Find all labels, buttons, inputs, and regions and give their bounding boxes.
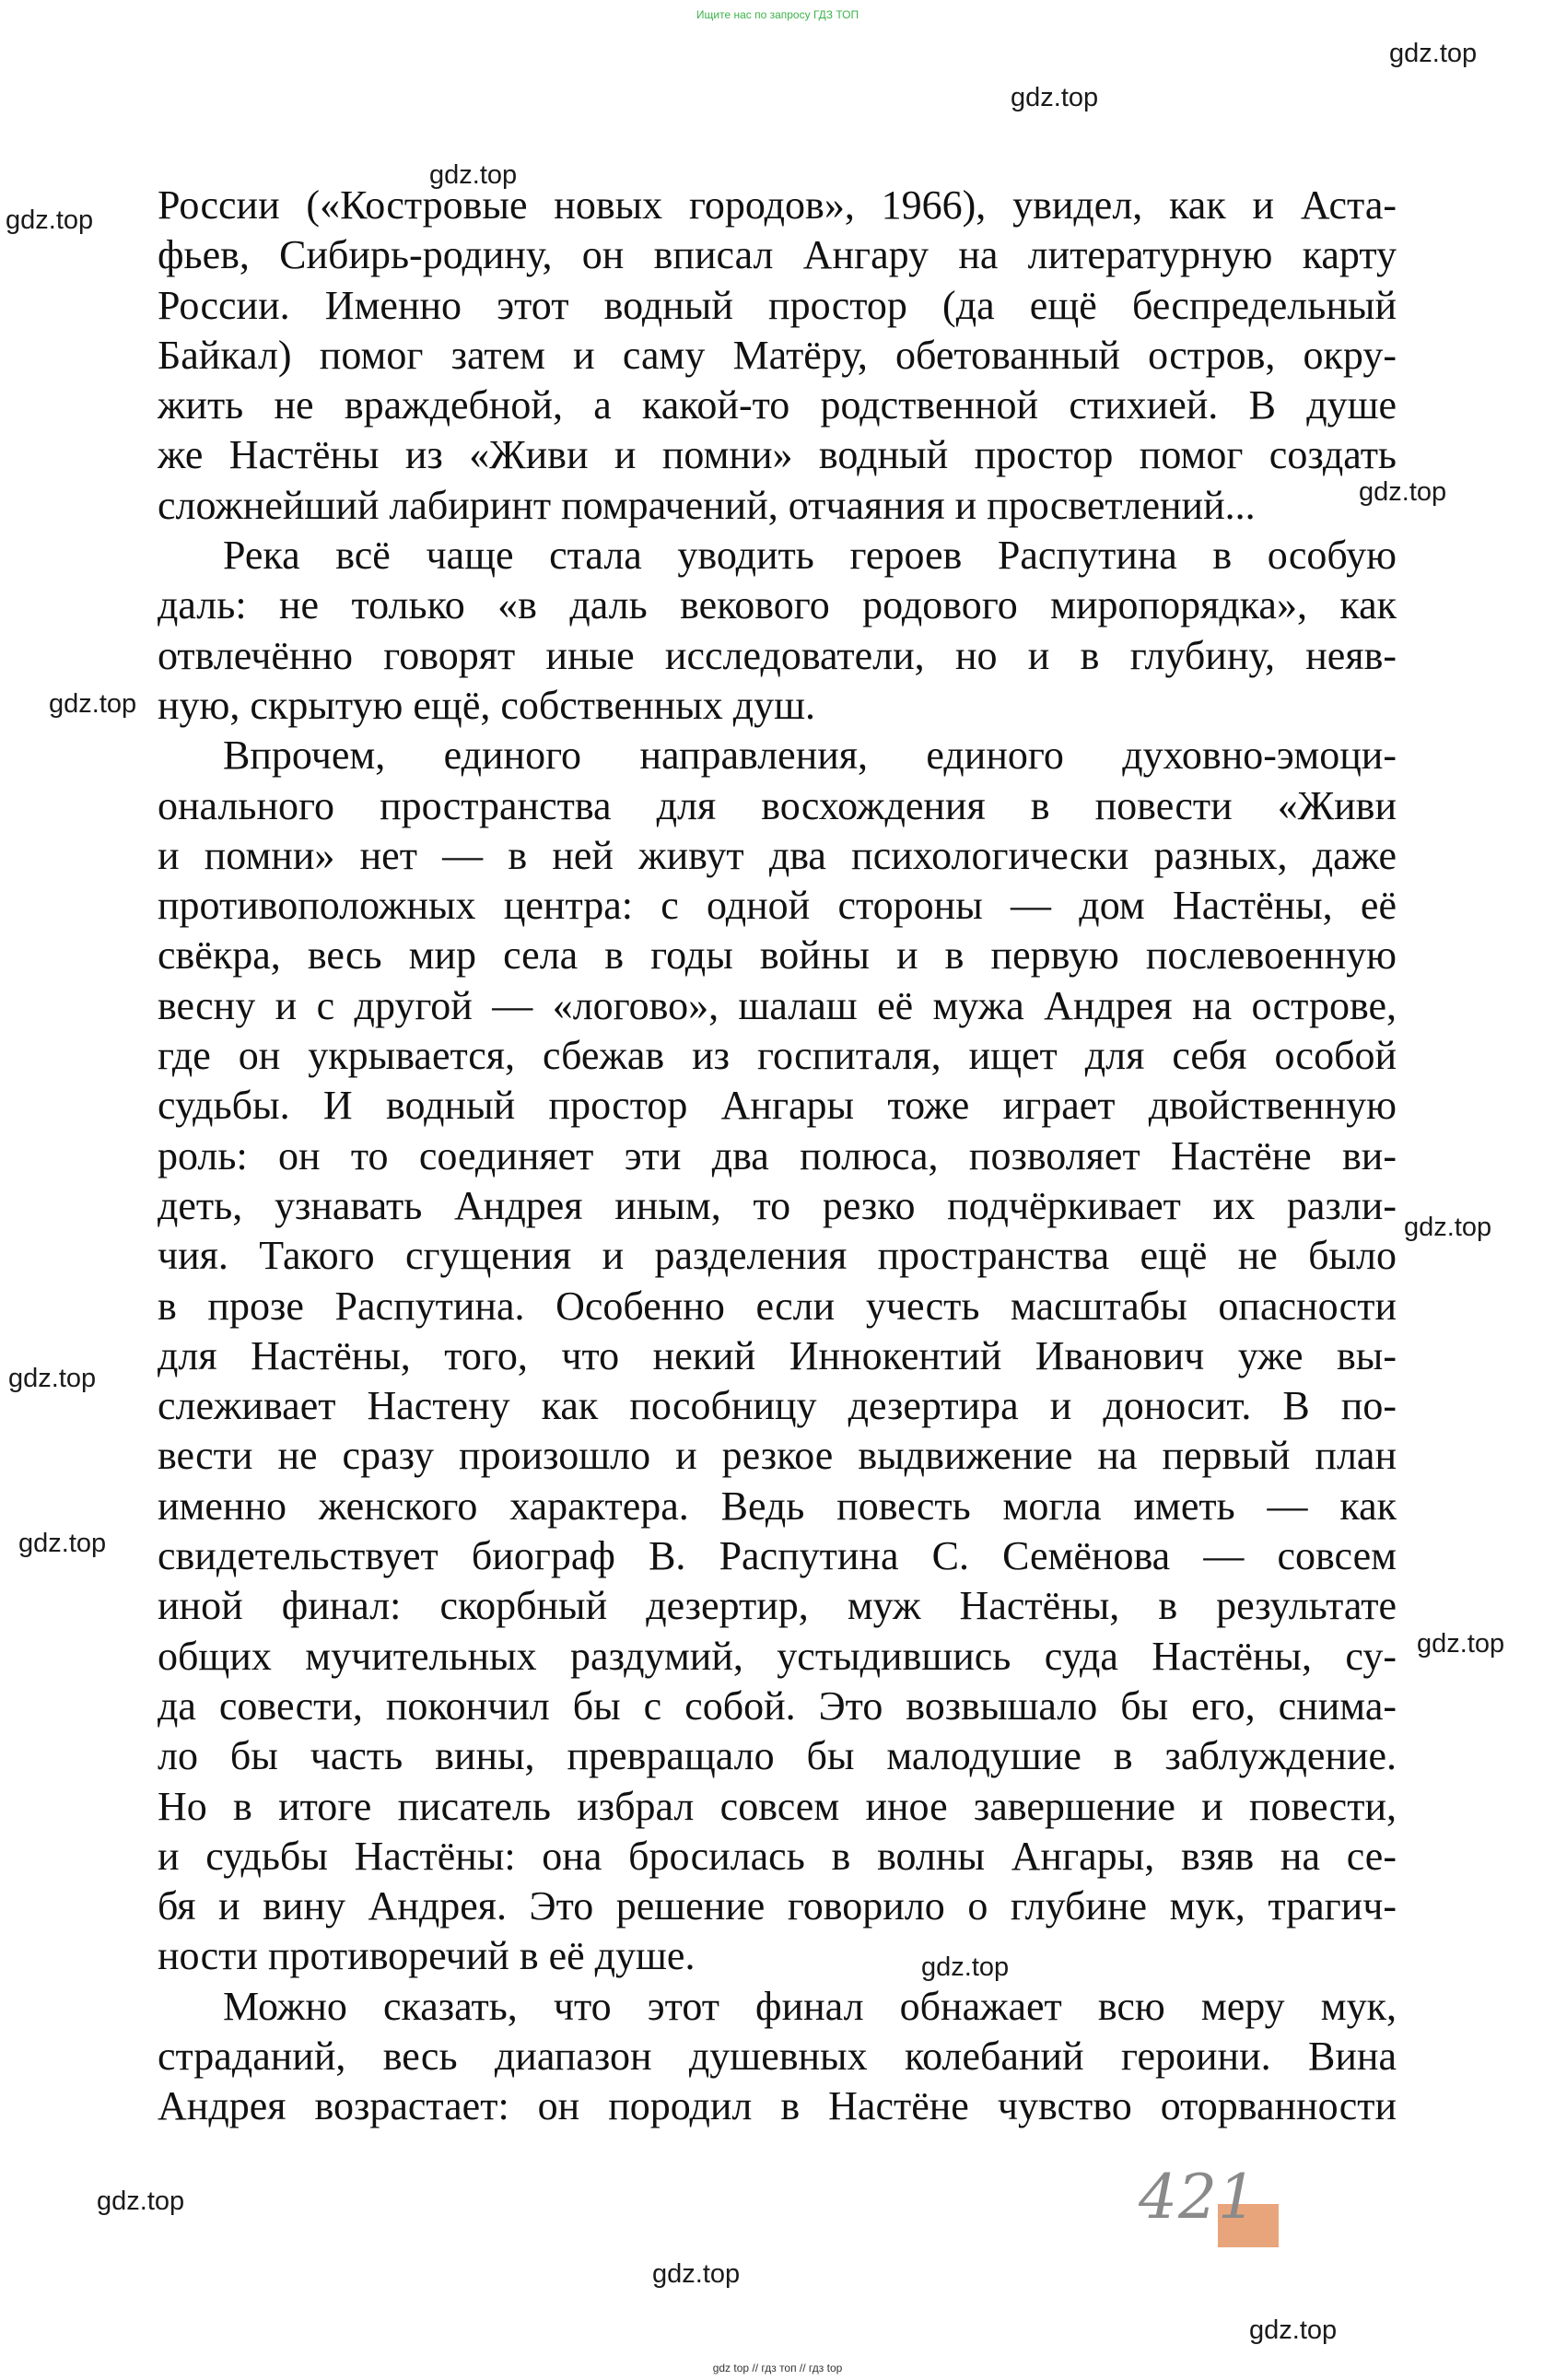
text-line: весну и с другой — «логово», шалаш её мужа Андрея на острове, xyxy=(158,982,1397,1028)
watermark: gdz.top xyxy=(652,2259,741,2289)
text-line: фьев, Сибирь-родину, он вписал Ангару на литературную карту xyxy=(158,232,1397,278)
watermark: gdz.top xyxy=(1417,1629,1505,1659)
text-line: где он укрывается, сбежав из госпиталя, ищет для себя особой xyxy=(158,1033,1397,1079)
text-line: отвлечённо говорят иные исследователи, но и в глубину, неяв- xyxy=(158,632,1397,678)
paragraph xyxy=(158,181,1397,531)
text-line: общих мучительных раздумий, устыдившись суда Настёны, су- xyxy=(158,1633,1397,1679)
text-line: чия. Такого сгущения и разделения пространства ещё не было xyxy=(158,1233,1397,1279)
watermark: gdz.top xyxy=(921,1952,1010,1982)
text-line: деть, узнавать Андрея иным, то резко подчёркивает их разли- xyxy=(158,1182,1397,1228)
text-line: вести не сразу произошло и резкое выдвижение на первый план xyxy=(158,1433,1397,1479)
watermark: gdz.top xyxy=(6,205,94,235)
text-line: страданий, весь диапазон душевных колебаний героини. Вина xyxy=(158,2033,1397,2079)
text-line: ности противоречий в её душе. xyxy=(158,1933,696,1979)
watermark: gdz.top xyxy=(49,689,137,719)
text-line: иной финал: скорбный дезертир, муж Настёны, в результате xyxy=(158,1583,1397,1629)
paragraph xyxy=(158,731,1397,1981)
text-line: Но в итоге писатель избрал совсем иное завершение и повести, xyxy=(158,1783,1397,1829)
page-number: 421 xyxy=(1139,2162,1257,2233)
text-line: да совести, покончил бы с собой. Это возвышало бы его, снима- xyxy=(158,1682,1397,1729)
text-line: Река всё чаще стала уводить героев Распутина в особую xyxy=(223,533,1397,579)
text-line: роль: он то соединяет эти два полюса, позволяет Настёне ви- xyxy=(158,1132,1397,1178)
text-line: Байкал) помог затем и саму Матёру, обетованный остров, окру- xyxy=(158,332,1397,378)
text-line: противоположных центра: с одной стороны — дом Настёны, её xyxy=(158,883,1397,929)
text-line: России. Именно этот водный простор (да ещё беспредельный xyxy=(158,282,1397,328)
text-line: жить не враждебной, а какой-то родственной стихией. В душе xyxy=(158,382,1397,428)
top-search-note: Ищите нас по запросу ГДЗ ТОП xyxy=(696,8,859,21)
watermark: gdz.top xyxy=(1011,83,1099,112)
text-line: бя и вину Андрея. Это решение говорило о глубине мук, трагич- xyxy=(158,1883,1397,1929)
text-line: сложнейший лабиринт помрачений, отчаяния и просветлений... xyxy=(158,482,1256,528)
watermark: gdz.top xyxy=(18,1529,107,1558)
text-line: слеживает Настену как пособницу дезертира и доносит. В по- xyxy=(158,1383,1397,1429)
watermark: gdz.top xyxy=(1359,477,1447,507)
text-line: именно женского характера. Ведь повесть могла иметь — как xyxy=(158,1483,1397,1529)
watermark: gdz.top xyxy=(8,1364,97,1393)
watermark: gdz.top xyxy=(1389,39,1478,68)
text-line: для Настёны, того, что некий Иннокентий Иванович уже вы- xyxy=(158,1332,1397,1378)
text-line: судьбы. И водный простор Ангары тоже играет двойственную xyxy=(158,1083,1397,1129)
watermark: gdz.top xyxy=(97,2187,185,2216)
text-line: свидетельствует биограф В. Распутина С. Семёнова — совсем xyxy=(158,1533,1397,1579)
text-line: в прозе Распутина. Особенно если учесть масштабы опасности xyxy=(158,1283,1397,1329)
text-line: даль: не только «в даль векового родового миропорядка», как xyxy=(158,582,1397,628)
text-line: онального пространства для восхождения в повести «Живи xyxy=(158,782,1397,828)
paragraph xyxy=(158,1982,1397,2132)
text-line: и судьбы Настёны: она бросилась в волны Ангары, взяв на се- xyxy=(158,1833,1397,1879)
text-line: Впрочем, единого направления, единого духовно-эмоци- xyxy=(223,733,1397,779)
watermark: gdz.top xyxy=(1404,1213,1492,1242)
watermark: gdz.top xyxy=(1249,2316,1338,2345)
paragraph xyxy=(158,531,1397,731)
text-line: свёкра, весь мир села в годы войны и в первую послевоенную xyxy=(158,932,1397,979)
bottom-note: gdz top // гдз топ // гдз top xyxy=(712,2362,843,2374)
text-line: Андрея возрастает: он породил в Настёне чувство оторванности xyxy=(158,2083,1397,2129)
text-line: ную, скрытую ещё, собственных душ. xyxy=(158,682,815,728)
body-text xyxy=(158,181,1397,2132)
text-line: и помни» нет — в ней живут два психологически разных, даже xyxy=(158,832,1397,878)
text-line: же Настёны из «Живи и помни» водный простор помог создать xyxy=(158,432,1397,478)
watermark: gdz.top xyxy=(429,160,518,190)
text-line: России («Костровые новых городов», 1966), увидел, как и Аста- xyxy=(158,182,1397,228)
text-line: ло бы часть вины, превращало бы малодушие в заблуждение. xyxy=(158,1733,1397,1779)
text-line: Можно сказать, что этот финал обнажает всю меру мук, xyxy=(223,1983,1397,2029)
